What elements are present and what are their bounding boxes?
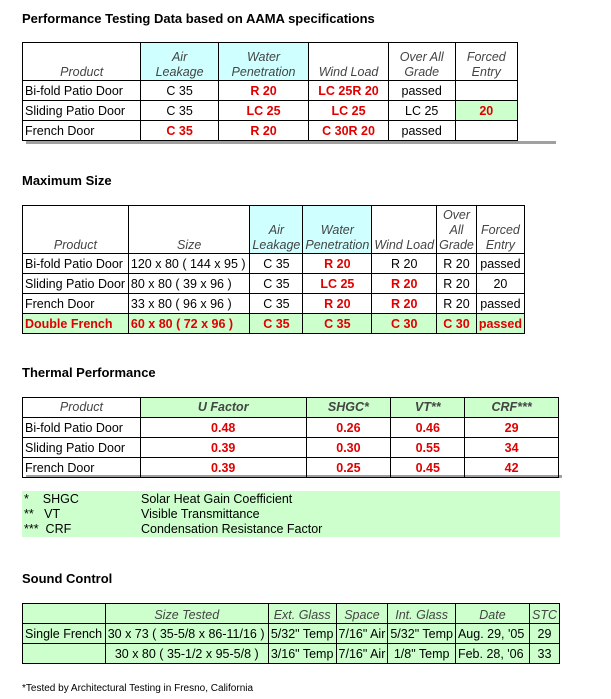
- perf-header-air-label: Air Leakage: [155, 50, 204, 79]
- perf-cell: [455, 121, 517, 141]
- perf-header-grade: [388, 43, 455, 81]
- perf-heading: Performance Testing Data based on AAMA specifications: [22, 11, 375, 26]
- thermal-cell: 0.26: [306, 418, 391, 438]
- perf-header-water-label: Water Penetration: [231, 50, 296, 79]
- legend-desc: Solar Heat Gain Coefficient: [141, 492, 293, 506]
- legend-desc: Condensation Resistance Factor: [141, 522, 323, 536]
- perf-header-forced-label: Forced Entry: [466, 50, 506, 79]
- table-row: [23, 438, 559, 458]
- sound-heading: Sound Control: [22, 571, 113, 586]
- footnote: *Tested by Architectural Testing in Fresno, California: [22, 683, 254, 694]
- max-cell: R 20: [372, 294, 437, 314]
- max-cell: 80 x 80 ( 39 x 96 ): [128, 274, 250, 294]
- thermal-heading: Thermal Performance: [22, 365, 156, 380]
- table-row: [23, 294, 525, 314]
- perf-cell: C 35: [141, 81, 218, 101]
- perf-header-water: [218, 43, 308, 81]
- max-cell: Double French: [23, 314, 129, 334]
- perf-cell: LC 25: [309, 101, 389, 121]
- sound-cell: 30 x 73 ( 35-5/8 x 86-11/16 ): [105, 624, 268, 644]
- sound-header-size: Size Tested: [105, 604, 268, 624]
- max-cell: passed: [476, 314, 524, 334]
- max-cell: 60 x 80 ( 72 x 96 ): [128, 314, 250, 334]
- max-cell: C 35: [250, 314, 303, 334]
- max-cell: C 35: [250, 254, 303, 274]
- table-row: [23, 101, 518, 121]
- sound-header-stc: STC: [529, 604, 559, 624]
- sound-cell: 30 x 80 ( 35-1/2 x 95-5/8 ): [105, 644, 268, 664]
- thermal-cell: French Door: [23, 458, 141, 478]
- max-cell: C 35: [303, 314, 372, 334]
- thermal-cell: 0.55: [391, 438, 465, 458]
- perf-cell: R 20: [218, 121, 308, 141]
- max-cell: 120 x 80 ( 144 x 95 ): [128, 254, 250, 274]
- max-table: [22, 205, 525, 334]
- table-row: [23, 314, 525, 334]
- max-cell: R 20: [372, 254, 437, 274]
- sound-cell: Aug. 29, '05: [455, 624, 529, 644]
- thermal-cell: 0.48: [140, 418, 306, 438]
- sound-cell: 1/8" Temp: [388, 644, 456, 664]
- perf-cell: [455, 81, 517, 101]
- thermal-header-crf: CRF***: [465, 398, 559, 418]
- max-header-water-label: Water Penetration: [305, 223, 370, 252]
- legend-key: * SHGC: [24, 492, 79, 506]
- perf-cell: passed: [388, 121, 455, 141]
- table-row: [23, 254, 525, 274]
- thermal-header-shgc: SHGC*: [306, 398, 391, 418]
- sound-cell: 3/16" Temp: [268, 644, 336, 664]
- max-header-air: [250, 206, 303, 254]
- sound-cell: 5/32" Temp: [388, 624, 456, 644]
- table-row: [23, 644, 560, 664]
- max-header-product: Product: [23, 206, 129, 254]
- max-cell: C 30: [372, 314, 437, 334]
- sound-cell: 33: [529, 644, 559, 664]
- perf-cell: LC 25: [218, 101, 308, 121]
- sound-cell: 5/32" Temp: [268, 624, 336, 644]
- max-cell: C 35: [250, 294, 303, 314]
- thermal-cell: Sliding Patio Door: [23, 438, 141, 458]
- perf-cell: C 35: [141, 101, 218, 121]
- max-table-wrap: [22, 205, 525, 334]
- thermal-cell: 0.46: [391, 418, 465, 438]
- legend: [22, 491, 560, 537]
- perf-cell: Sliding Patio Door: [23, 101, 141, 121]
- perf-cell: C 30R 20: [309, 121, 389, 141]
- legend-desc: Visible Transmittance: [141, 507, 260, 521]
- perf-cell: C 35: [141, 121, 218, 141]
- thermal-header-product: Product: [23, 398, 141, 418]
- max-cell: French Door: [23, 294, 129, 314]
- sound-cell: 7/16" Air: [336, 644, 388, 664]
- max-header-forced: [476, 206, 524, 254]
- max-header-wind: Wind Load: [372, 206, 437, 254]
- thermal-cell: 0.25: [306, 458, 391, 478]
- max-cell: R 20: [437, 254, 477, 274]
- perf-cell: 20: [455, 101, 517, 121]
- perf-header-air: [141, 43, 218, 81]
- thermal-header-u: U Factor: [140, 398, 306, 418]
- max-cell: R 20: [437, 294, 477, 314]
- max-cell: passed: [476, 294, 524, 314]
- thermal-cell: Bi-fold Patio Door: [23, 418, 141, 438]
- thermal-cell: 0.30: [306, 438, 391, 458]
- thermal-cell: 0.39: [140, 458, 306, 478]
- perf-header-forced: [455, 43, 517, 81]
- perf-cell: LC 25: [388, 101, 455, 121]
- table-row: [23, 81, 518, 101]
- perf-header-wind: Wind Load: [309, 43, 389, 81]
- table-row: [23, 458, 559, 478]
- perf-cell: French Door: [23, 121, 141, 141]
- max-cell: R 20: [372, 274, 437, 294]
- thermal-cell: 42: [465, 458, 559, 478]
- max-cell: 20: [476, 274, 524, 294]
- max-cell: R 20: [303, 254, 372, 274]
- sound-header-blank: [23, 604, 106, 624]
- perf-cell: R 20: [218, 81, 308, 101]
- sound-header-int: Int. Glass: [388, 604, 456, 624]
- max-cell: Sliding Patio Door: [23, 274, 129, 294]
- max-cell: LC 25: [303, 274, 372, 294]
- max-header-grade-label: Over All Grade: [439, 208, 474, 252]
- table-row: [23, 274, 525, 294]
- sound-cell: Single French: [23, 624, 106, 644]
- thermal-cell: 0.39: [140, 438, 306, 458]
- max-header-water: [303, 206, 372, 254]
- max-cell: Bi-fold Patio Door: [23, 254, 129, 274]
- perf-table: [22, 42, 518, 141]
- max-cell: passed: [476, 254, 524, 274]
- perf-cell: passed: [388, 81, 455, 101]
- max-cell: R 20: [437, 274, 477, 294]
- thermal-table: [22, 397, 559, 478]
- perf-cell: LC 25R 20: [309, 81, 389, 101]
- max-cell: C 30: [437, 314, 477, 334]
- sound-table-wrap: [22, 603, 560, 664]
- sound-header-space: Space: [336, 604, 388, 624]
- thermal-cell: 34: [465, 438, 559, 458]
- perf-table-wrap: [22, 42, 518, 141]
- thermal-cell: 29: [465, 418, 559, 438]
- max-cell: R 20: [303, 294, 372, 314]
- sound-cell: [23, 644, 106, 664]
- sound-cell: 29: [529, 624, 559, 644]
- max-heading: Maximum Size: [22, 173, 112, 188]
- perf-cell: Bi-fold Patio Door: [23, 81, 141, 101]
- max-header-air-label: Air Leakage: [252, 223, 301, 252]
- perf-header-product: Product: [23, 43, 141, 81]
- legend-key: ** VT: [24, 507, 61, 521]
- thermal-table-wrap: [22, 397, 559, 478]
- max-header-size: Size: [128, 206, 250, 254]
- table-row: [23, 121, 518, 141]
- perf-header-grade-label: Over All Grade: [399, 50, 444, 79]
- sound-header-date: Date: [455, 604, 529, 624]
- max-cell: 33 x 80 ( 96 x 96 ): [128, 294, 250, 314]
- sound-header-ext: Ext. Glass: [268, 604, 336, 624]
- legend-key: *** CRF: [24, 522, 72, 536]
- thermal-header-vt: VT**: [391, 398, 465, 418]
- table-row: [23, 418, 559, 438]
- table-row: [23, 624, 560, 644]
- sound-cell: Feb. 28, '06: [455, 644, 529, 664]
- max-header-grade: [437, 206, 477, 254]
- thermal-cell: 0.45: [391, 458, 465, 478]
- sound-cell: 7/16" Air: [336, 624, 388, 644]
- max-cell: C 35: [250, 274, 303, 294]
- sound-table: [22, 603, 560, 664]
- max-header-forced-label: Forced Entry: [480, 223, 520, 252]
